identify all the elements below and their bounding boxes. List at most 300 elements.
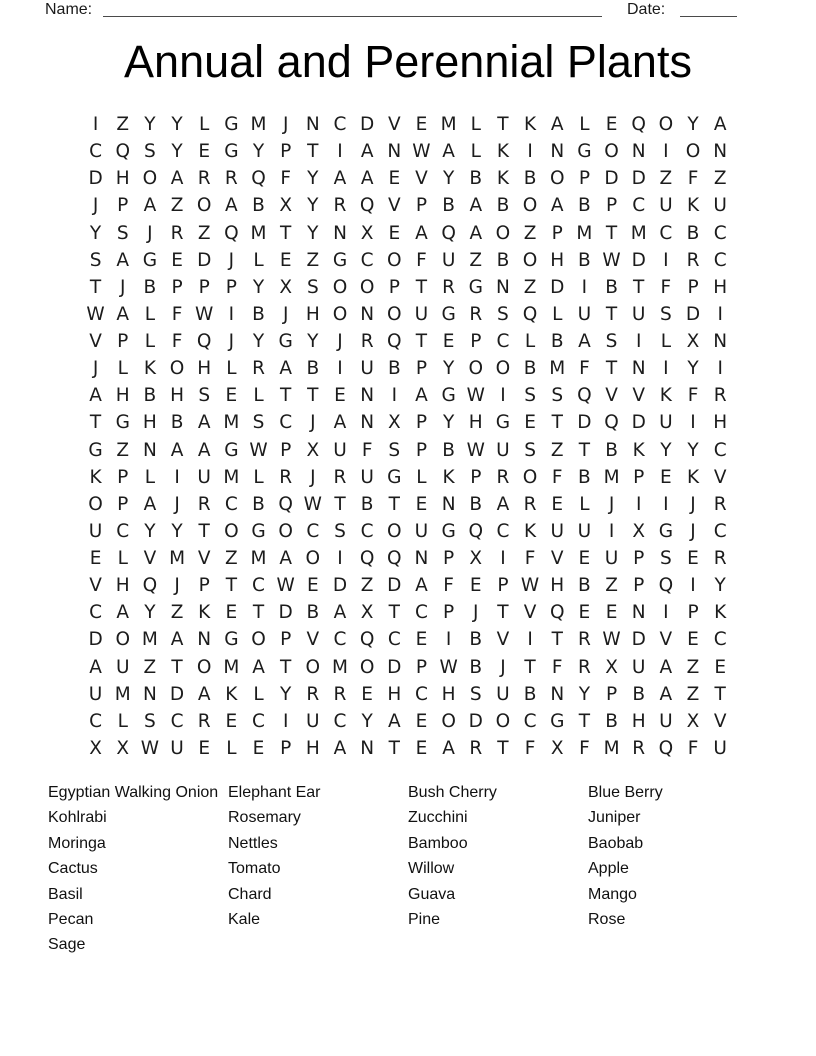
grid-letter: E bbox=[605, 602, 618, 624]
grid-letter: E bbox=[225, 385, 238, 407]
grid-letter: U bbox=[577, 520, 592, 542]
grid-letter: P bbox=[470, 466, 482, 488]
grid-letter: C bbox=[89, 710, 103, 732]
grid-letter: R bbox=[632, 737, 646, 759]
grid-letter: C bbox=[523, 710, 537, 732]
grid-letter: C bbox=[170, 710, 184, 732]
grid-letter: O bbox=[495, 358, 511, 380]
grid-letter: E bbox=[415, 737, 428, 759]
grid-letter: O bbox=[387, 249, 402, 271]
grid-letter: L bbox=[117, 548, 128, 570]
grid-letter: S bbox=[144, 710, 156, 732]
grid-letter: C bbox=[496, 520, 510, 542]
grid-letter: A bbox=[550, 114, 564, 136]
grid-letter: A bbox=[333, 737, 347, 759]
grid-letter: A bbox=[116, 602, 130, 624]
grid-letter: P bbox=[388, 276, 400, 298]
grid-letter: J bbox=[228, 331, 235, 353]
grid-letter: T bbox=[578, 710, 591, 732]
grid-letter: G bbox=[658, 520, 674, 542]
grid-letter: Z bbox=[523, 276, 537, 298]
grid-letter: E bbox=[388, 222, 401, 244]
grid-letter: T bbox=[252, 602, 265, 624]
grid-letter: A bbox=[713, 114, 727, 136]
word-list-item: Bush Cherry bbox=[408, 784, 497, 801]
grid-letter: M bbox=[223, 656, 240, 678]
grid-letter: A bbox=[659, 683, 673, 705]
grid-letter: K bbox=[686, 466, 700, 488]
grid-letter: C bbox=[252, 575, 265, 597]
grid-letter: Y bbox=[144, 602, 156, 624]
grid-letter: R bbox=[333, 466, 347, 488]
grid-letter: Q bbox=[224, 222, 239, 244]
grid-letter: U bbox=[414, 520, 429, 542]
grid-letter: O bbox=[495, 222, 511, 244]
word-list-item: Egyptian Walking Onion bbox=[48, 784, 219, 801]
grid-letter: C bbox=[333, 710, 347, 732]
grid-letter: A bbox=[197, 412, 211, 434]
grid-letter: E bbox=[225, 602, 238, 624]
grid-letter: S bbox=[605, 331, 618, 353]
grid-letter: A bbox=[116, 303, 130, 325]
word-list-item: Guava bbox=[408, 885, 456, 903]
grid-letter: P bbox=[280, 629, 292, 651]
grid-letter: C bbox=[713, 249, 727, 271]
grid-letter: B bbox=[469, 168, 483, 190]
grid-letter: B bbox=[578, 575, 591, 597]
grid-letter: Y bbox=[687, 439, 699, 461]
grid-letter: R bbox=[279, 466, 293, 488]
word-list-item: Blue Berry bbox=[588, 784, 663, 801]
grid-letter: V bbox=[605, 385, 618, 407]
grid-letter: R bbox=[496, 466, 510, 488]
grid-letter: D bbox=[88, 629, 103, 651]
grid-letter: X bbox=[605, 656, 618, 678]
grid-letter: C bbox=[333, 629, 347, 651]
grid-letter: P bbox=[415, 358, 428, 380]
grid-letter: A bbox=[143, 493, 157, 515]
grid-letter: P bbox=[117, 493, 129, 515]
grid-letter: J bbox=[337, 331, 343, 353]
grid-letter: R bbox=[197, 168, 211, 190]
word-list-item: Sage bbox=[48, 936, 86, 954]
grid-letter: D bbox=[685, 303, 701, 325]
grid-letter: U bbox=[333, 439, 347, 461]
grid-letter: Q bbox=[658, 575, 674, 597]
grid-letter: H bbox=[468, 412, 483, 434]
grid-letter: J bbox=[147, 222, 153, 244]
grid-letter: O bbox=[495, 710, 511, 732]
grid-letter: A bbox=[360, 168, 374, 190]
grid-letter: V bbox=[550, 548, 564, 570]
word-list-column bbox=[48, 780, 228, 958]
grid-letter: O bbox=[305, 548, 321, 570]
grid-letter: V bbox=[632, 385, 646, 407]
grid-letter: E bbox=[605, 114, 618, 136]
grid-letter: B bbox=[523, 168, 537, 190]
grid-letter: B bbox=[252, 195, 265, 217]
grid-letter: F bbox=[443, 575, 454, 597]
grid-letter: N bbox=[360, 385, 375, 407]
grid-letter: I bbox=[228, 303, 235, 325]
grid-letter: R bbox=[713, 548, 727, 570]
grid-letter: P bbox=[415, 412, 428, 434]
grid-letter: O bbox=[387, 303, 402, 325]
grid-letter: T bbox=[415, 331, 428, 353]
grid-letter: K bbox=[496, 141, 509, 163]
grid-letter: J bbox=[282, 303, 289, 325]
grid-letter: I bbox=[717, 358, 723, 380]
grid-letter: U bbox=[115, 656, 130, 678]
grid-letter: B bbox=[605, 439, 618, 461]
grid-letter: B bbox=[442, 439, 455, 461]
grid-letter: T bbox=[307, 385, 319, 407]
grid-letter: T bbox=[388, 493, 400, 515]
grid-letter: M bbox=[576, 222, 593, 244]
grid-letter: P bbox=[633, 548, 645, 570]
grid-letter: S bbox=[524, 439, 536, 461]
grid-letter: E bbox=[415, 629, 428, 651]
grid-letter: N bbox=[142, 683, 157, 705]
grid-letter: T bbox=[280, 656, 292, 678]
grid-letter: O bbox=[604, 141, 619, 163]
grid-letter: Z bbox=[523, 222, 537, 244]
grid-letter: B bbox=[469, 629, 483, 651]
grid-letter: G bbox=[441, 520, 456, 542]
grid-letter: O bbox=[332, 276, 348, 298]
grid-letter: U bbox=[306, 710, 320, 732]
grid-letter: X bbox=[686, 710, 700, 732]
grid-letter: A bbox=[659, 656, 673, 678]
grid-letter: O bbox=[441, 710, 456, 732]
grid-letter: B bbox=[143, 276, 157, 298]
grid-letter: Y bbox=[714, 575, 726, 597]
grid-letter: B bbox=[442, 195, 455, 217]
grid-letter: V bbox=[659, 629, 673, 651]
grid-letter: Z bbox=[469, 249, 483, 271]
grid-letter: Y bbox=[307, 331, 319, 353]
grid-letter: Y bbox=[687, 358, 699, 380]
grid-letter: F bbox=[687, 168, 699, 190]
grid-letter: K bbox=[143, 358, 156, 380]
grid-letter: I bbox=[527, 141, 533, 163]
grid-letter: A bbox=[252, 656, 265, 678]
grid-letter: L bbox=[144, 466, 156, 488]
grid-letter: B bbox=[469, 493, 483, 515]
grid-letter: Y bbox=[578, 683, 591, 705]
grid-letter: I bbox=[663, 249, 669, 271]
grid-letter: N bbox=[550, 683, 565, 705]
grid-letter: B bbox=[686, 222, 700, 244]
grid-letter: F bbox=[687, 385, 699, 407]
grid-letter: E bbox=[388, 168, 401, 190]
grid-letter: F bbox=[171, 331, 183, 353]
grid-letter: P bbox=[578, 168, 590, 190]
grid-letter: I bbox=[663, 358, 669, 380]
page-title: Annual and Perennial Plants bbox=[124, 36, 692, 87]
grid-letter: P bbox=[633, 575, 645, 597]
grid-letter: E bbox=[578, 548, 591, 570]
grid-letter: M bbox=[250, 222, 267, 244]
grid-letter: V bbox=[197, 548, 211, 570]
grid-letter: R bbox=[442, 276, 456, 298]
grid-letter: I bbox=[581, 276, 588, 298]
grid-letter: T bbox=[307, 141, 319, 163]
grid-letter: A bbox=[143, 195, 157, 217]
grid-letter: C bbox=[659, 222, 673, 244]
grid-letter: F bbox=[524, 548, 536, 570]
grid-letter: I bbox=[500, 385, 506, 407]
grid-letter: F bbox=[687, 737, 699, 759]
grid-letter: G bbox=[88, 439, 103, 461]
grid-letter: P bbox=[497, 575, 509, 597]
grid-letter: T bbox=[280, 222, 292, 244]
grid-letter: U bbox=[441, 249, 456, 271]
grid-letter: P bbox=[443, 548, 455, 570]
grid-letter: L bbox=[524, 331, 536, 353]
grid-letter: U bbox=[197, 466, 211, 488]
grid-letter: Z bbox=[116, 114, 130, 136]
grid-letter: H bbox=[115, 385, 130, 407]
grid-letter: W bbox=[439, 656, 458, 678]
grid-letter: U bbox=[713, 737, 727, 759]
grid-letter: N bbox=[387, 141, 402, 163]
grid-letter: B bbox=[632, 683, 646, 705]
grid-letter: Y bbox=[171, 520, 183, 542]
grid-letter: A bbox=[442, 737, 455, 759]
grid-letter: A bbox=[415, 222, 428, 244]
grid-letter: N bbox=[441, 493, 456, 515]
grid-letter: P bbox=[605, 683, 618, 705]
grid-letter: Z bbox=[170, 602, 184, 624]
grid-letter: P bbox=[687, 602, 699, 624]
grid-letter: M bbox=[114, 683, 131, 705]
grid-letter: I bbox=[663, 493, 669, 515]
grid-letter: Q bbox=[359, 195, 375, 217]
grid-letter: J bbox=[174, 493, 180, 515]
grid-letter: C bbox=[713, 222, 727, 244]
grid-letter: R bbox=[333, 683, 347, 705]
grid-letter: W bbox=[520, 575, 540, 597]
grid-letter: E bbox=[361, 683, 373, 705]
grid-letter: V bbox=[523, 602, 537, 624]
grid-letter: J bbox=[282, 114, 289, 136]
grid-letter: O bbox=[468, 358, 484, 380]
grid-letter: K bbox=[524, 520, 537, 542]
grid-letter: B bbox=[578, 249, 591, 271]
name-blank-line bbox=[103, 0, 602, 17]
date-label: Date: bbox=[627, 1, 666, 18]
grid-letter: I bbox=[717, 303, 723, 325]
grid-letter: U bbox=[577, 303, 592, 325]
grid-letter: M bbox=[169, 548, 186, 570]
grid-letter: R bbox=[713, 493, 727, 515]
grid-letter: Y bbox=[89, 222, 102, 244]
grid-letter: Z bbox=[659, 168, 673, 190]
grid-letter: Y bbox=[252, 276, 265, 298]
grid-letter: D bbox=[88, 168, 103, 190]
grid-letter: Q bbox=[251, 168, 266, 190]
grid-letter: V bbox=[89, 331, 102, 353]
grid-letter: H bbox=[713, 276, 728, 298]
grid-letter: E bbox=[198, 737, 211, 759]
grid-letter: E bbox=[306, 575, 319, 597]
grid-letter: V bbox=[143, 548, 157, 570]
grid-letter: U bbox=[604, 548, 619, 570]
grid-letter: N bbox=[631, 358, 646, 380]
grid-letter: T bbox=[280, 385, 292, 407]
grid-letter: W bbox=[466, 385, 485, 407]
grid-letter: E bbox=[225, 710, 238, 732]
grid-letter: I bbox=[690, 412, 696, 434]
grid-letter: C bbox=[387, 629, 401, 651]
grid-letter: T bbox=[225, 575, 238, 597]
grid-letter: Y bbox=[442, 168, 455, 190]
grid-letter: G bbox=[224, 439, 239, 461]
grid-letter: X bbox=[632, 520, 646, 542]
grid-letter: L bbox=[199, 114, 210, 136]
grid-letter: T bbox=[605, 358, 618, 380]
grid-letter: F bbox=[551, 656, 563, 678]
grid-letter: T bbox=[497, 602, 509, 624]
grid-letter: J bbox=[228, 249, 235, 271]
grid-letter: Z bbox=[197, 222, 211, 244]
grid-letter: I bbox=[608, 520, 615, 542]
grid-letter: B bbox=[578, 195, 591, 217]
grid-letter: O bbox=[387, 520, 402, 542]
grid-letter: O bbox=[278, 520, 293, 542]
grid-letter: C bbox=[496, 331, 510, 353]
grid-letter: G bbox=[224, 141, 239, 163]
grid-letter: F bbox=[416, 249, 427, 271]
grid-letter: C bbox=[360, 249, 374, 271]
word-list-column bbox=[588, 780, 768, 958]
grid-letter: U bbox=[496, 439, 510, 461]
grid-letter: U bbox=[659, 412, 673, 434]
grid-letter: Z bbox=[550, 439, 564, 461]
grid-letter: P bbox=[470, 331, 482, 353]
grid-letter: Y bbox=[442, 358, 455, 380]
grid-letter: T bbox=[605, 222, 618, 244]
grid-letter: E bbox=[660, 466, 672, 488]
grid-letter: W bbox=[412, 141, 431, 163]
grid-letter: B bbox=[252, 493, 265, 515]
grid-letter: A bbox=[279, 548, 292, 570]
grid-letter: J bbox=[473, 602, 479, 624]
grid-letter: T bbox=[497, 114, 509, 136]
grid-letter: P bbox=[198, 575, 210, 597]
grid-letter: D bbox=[550, 276, 565, 298]
word-list-item: Elephant Ear bbox=[228, 784, 321, 801]
grid-letter: Q bbox=[359, 548, 375, 570]
grid-letter: L bbox=[226, 737, 237, 759]
grid-letter: S bbox=[551, 385, 564, 407]
grid-letter: D bbox=[278, 602, 293, 624]
grid-letter: Q bbox=[142, 575, 158, 597]
grid-letter: H bbox=[713, 412, 728, 434]
grid-letter: X bbox=[469, 548, 483, 570]
grid-letter: U bbox=[88, 683, 103, 705]
grid-letter: I bbox=[445, 629, 452, 651]
grid-letter: S bbox=[659, 303, 672, 325]
grid-letter: W bbox=[86, 303, 105, 325]
grid-letter: S bbox=[116, 222, 129, 244]
grid-letter: F bbox=[524, 737, 536, 759]
grid-letter: L bbox=[253, 249, 264, 271]
grid-letter: X bbox=[360, 222, 374, 244]
grid-letter: V bbox=[387, 195, 401, 217]
grid-letter: Q bbox=[549, 602, 565, 624]
grid-letter: J bbox=[120, 276, 126, 298]
grid-letter: T bbox=[551, 412, 563, 434]
grid-letter: E bbox=[198, 141, 211, 163]
grid-letter: R bbox=[523, 493, 537, 515]
grid-letter: G bbox=[387, 466, 402, 488]
grid-letter: F bbox=[579, 358, 590, 380]
grid-letter: Q bbox=[196, 331, 212, 353]
grid-letter: B bbox=[252, 303, 265, 325]
grid-letter: B bbox=[306, 602, 320, 624]
word-list-item: Pecan bbox=[48, 911, 94, 929]
grid-letter: I bbox=[635, 493, 642, 515]
grid-letter: J bbox=[500, 656, 506, 678]
grid-letter: O bbox=[685, 141, 701, 163]
grid-letter: L bbox=[253, 385, 264, 407]
grid-letter: L bbox=[117, 710, 128, 732]
grid-letter: A bbox=[496, 493, 510, 515]
grid-letter: R bbox=[224, 168, 238, 190]
grid-letter: L bbox=[579, 114, 590, 136]
grid-letter: Z bbox=[686, 683, 700, 705]
word-list-item: Tomato bbox=[228, 860, 281, 878]
grid-letter: Z bbox=[170, 195, 184, 217]
grid-letter: J bbox=[92, 358, 99, 380]
word-list-column bbox=[228, 780, 408, 958]
grid-letter: V bbox=[89, 575, 102, 597]
grid-letter: T bbox=[551, 629, 563, 651]
grid-letter: T bbox=[388, 602, 400, 624]
grid-letter: T bbox=[89, 412, 102, 434]
grid-letter: H bbox=[197, 358, 212, 380]
grid-letter: L bbox=[144, 303, 156, 325]
grid-letter: R bbox=[577, 656, 591, 678]
grid-letter: Q bbox=[441, 222, 456, 244]
grid-letter: I bbox=[500, 548, 506, 570]
grid-letter: B bbox=[550, 331, 564, 353]
grid-letter: Y bbox=[252, 141, 265, 163]
grid-letter: N bbox=[142, 439, 157, 461]
grid-letter: W bbox=[602, 629, 621, 651]
grid-letter: W bbox=[140, 737, 160, 759]
grid-letter: F bbox=[551, 466, 563, 488]
word-list-item: Pine bbox=[408, 911, 441, 929]
grid-letter: F bbox=[171, 303, 183, 325]
grid-letter: Y bbox=[144, 114, 156, 136]
grid-letter: N bbox=[360, 737, 375, 759]
grid-letter: S bbox=[388, 439, 401, 461]
grid-letter: S bbox=[144, 141, 156, 163]
grid-letter: I bbox=[663, 141, 669, 163]
grid-letter: P bbox=[633, 466, 645, 488]
grid-letter: L bbox=[470, 141, 481, 163]
grid-letter: E bbox=[469, 575, 482, 597]
grid-letter: Z bbox=[713, 168, 727, 190]
grid-letter: I bbox=[690, 575, 696, 597]
grid-letter: S bbox=[334, 520, 346, 542]
grid-letter: C bbox=[252, 710, 265, 732]
grid-letter: B bbox=[578, 466, 591, 488]
grid-letter: O bbox=[549, 168, 565, 190]
